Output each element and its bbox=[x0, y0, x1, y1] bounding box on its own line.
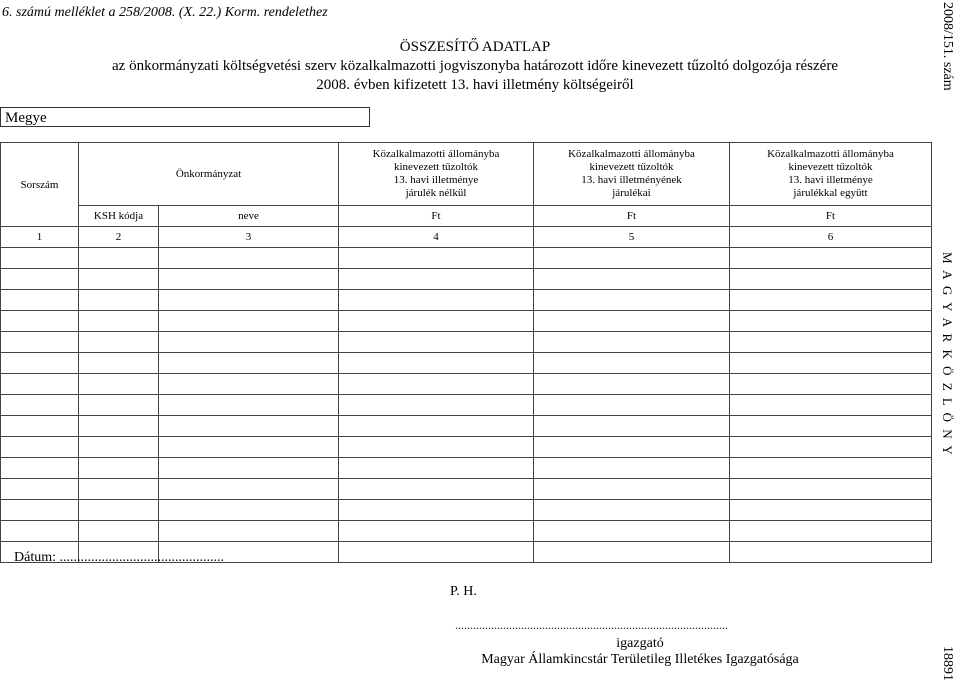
table-cell[interactable] bbox=[159, 332, 339, 353]
issue-number: 2008/151. szám bbox=[940, 2, 955, 91]
table-cell[interactable] bbox=[534, 374, 730, 395]
table-cell[interactable] bbox=[79, 458, 159, 479]
table-cell[interactable] bbox=[159, 269, 339, 290]
table-cell[interactable] bbox=[534, 269, 730, 290]
table-row bbox=[1, 500, 932, 521]
header-unit-ft: Ft bbox=[730, 206, 932, 227]
table-cell[interactable] bbox=[730, 395, 932, 416]
table-row bbox=[1, 416, 932, 437]
table-cell[interactable] bbox=[1, 374, 79, 395]
column-number: 3 bbox=[159, 227, 339, 248]
table-cell[interactable] bbox=[79, 521, 159, 542]
table-cell[interactable] bbox=[159, 500, 339, 521]
table-cell[interactable] bbox=[339, 479, 534, 500]
table-cell[interactable] bbox=[159, 479, 339, 500]
table-cell[interactable] bbox=[534, 290, 730, 311]
table-cell[interactable] bbox=[730, 374, 932, 395]
table-cell[interactable] bbox=[730, 521, 932, 542]
table-cell[interactable] bbox=[1, 395, 79, 416]
header-col-with-contrib: Közalkalmazotti állományba kinevezett tűzoltók 13. havi illetménye járulékkal együtt bbox=[730, 143, 932, 206]
table-cell[interactable] bbox=[79, 374, 159, 395]
table-cell[interactable] bbox=[339, 248, 534, 269]
table-cell[interactable] bbox=[1, 269, 79, 290]
form-subtitle-line1: az önkormányzati költségvetési szerv közalkalmazotti jogviszonyba határozott időre kinevezett tűzoltó dolgozója részére bbox=[112, 58, 838, 74]
table-row bbox=[1, 437, 932, 458]
table-cell[interactable] bbox=[159, 521, 339, 542]
table-cell[interactable] bbox=[339, 395, 534, 416]
summary-table bbox=[0, 142, 932, 563]
form-subtitle-line2: 2008. évben kifizetett 13. havi illetmény költségeiről bbox=[316, 77, 634, 93]
date-line[interactable]: Dátum: ............................................... bbox=[14, 550, 224, 565]
form-title: ÖSSZESÍTŐ ADATLAP bbox=[399, 39, 551, 55]
table-cell[interactable] bbox=[534, 521, 730, 542]
table-cell[interactable] bbox=[339, 374, 534, 395]
table-cell[interactable] bbox=[159, 290, 339, 311]
stamp-place: P. H. bbox=[450, 584, 477, 599]
header-ksh-code: KSH kódja bbox=[79, 206, 159, 227]
table-cell[interactable] bbox=[339, 353, 534, 374]
table-row bbox=[1, 332, 932, 353]
header-col-without-contrib: Közalkalmazotti állományba kinevezett tűzoltók 13. havi illetménye járulék nélkül bbox=[339, 143, 534, 206]
table-cell[interactable] bbox=[730, 458, 932, 479]
table-cell[interactable] bbox=[79, 437, 159, 458]
table-cell[interactable] bbox=[1, 248, 79, 269]
table-cell[interactable] bbox=[159, 353, 339, 374]
table-cell[interactable] bbox=[730, 269, 932, 290]
header-sorszam: Sorszám bbox=[1, 143, 79, 227]
table-cell[interactable] bbox=[730, 542, 932, 563]
table-cell[interactable] bbox=[534, 479, 730, 500]
header-unit-ft: Ft bbox=[534, 206, 730, 227]
table-cell[interactable] bbox=[159, 395, 339, 416]
table-cell[interactable] bbox=[1, 311, 79, 332]
table-cell[interactable] bbox=[534, 437, 730, 458]
table-cell[interactable] bbox=[1, 521, 79, 542]
table-cell[interactable] bbox=[534, 353, 730, 374]
table-cell[interactable] bbox=[159, 458, 339, 479]
table-row bbox=[1, 374, 932, 395]
table-row bbox=[1, 458, 932, 479]
table-cell[interactable] bbox=[159, 437, 339, 458]
table-cell[interactable] bbox=[1, 458, 79, 479]
table-row bbox=[1, 521, 932, 542]
header-unit-ft: Ft bbox=[339, 206, 534, 227]
page-number: 18891 bbox=[940, 646, 955, 681]
table-cell[interactable] bbox=[534, 332, 730, 353]
table-cell[interactable] bbox=[1, 500, 79, 521]
table-cell[interactable] bbox=[1, 290, 79, 311]
table-cell[interactable] bbox=[79, 269, 159, 290]
table-row bbox=[1, 395, 932, 416]
signature-line[interactable]: ........................................................................................... bbox=[455, 618, 728, 632]
table-cell[interactable] bbox=[534, 395, 730, 416]
institution-name: Magyar Államkincstár Területileg Illetékes Igazgatósága bbox=[481, 652, 799, 667]
header-name: neve bbox=[159, 206, 339, 227]
signatory-title: igazgató bbox=[616, 636, 664, 651]
table-cell[interactable] bbox=[730, 479, 932, 500]
table-cell[interactable] bbox=[534, 416, 730, 437]
table-cell[interactable] bbox=[79, 395, 159, 416]
table-cell[interactable] bbox=[730, 500, 932, 521]
table-cell[interactable] bbox=[79, 500, 159, 521]
header-col-contrib: Közalkalmazotti állományba kinevezett tűzoltók 13. havi illetményének járulékai bbox=[534, 143, 730, 206]
table-row bbox=[1, 479, 932, 500]
table-cell[interactable] bbox=[159, 416, 339, 437]
table-cell[interactable] bbox=[79, 248, 159, 269]
table-row bbox=[1, 311, 932, 332]
megye-field[interactable] bbox=[0, 107, 370, 127]
table-cell[interactable] bbox=[534, 500, 730, 521]
table-row bbox=[1, 290, 932, 311]
table-cell[interactable] bbox=[534, 458, 730, 479]
table-cell[interactable] bbox=[159, 374, 339, 395]
table-cell[interactable] bbox=[1, 332, 79, 353]
table-cell[interactable] bbox=[339, 290, 534, 311]
column-number: 4 bbox=[339, 227, 534, 248]
table-cell[interactable] bbox=[730, 311, 932, 332]
table-cell[interactable] bbox=[534, 542, 730, 563]
table-cell[interactable] bbox=[79, 290, 159, 311]
table-cell[interactable] bbox=[730, 416, 932, 437]
annex-reference: 6. számú melléklet a 258/2008. (X. 22.) Korm. rendelethez bbox=[2, 5, 328, 20]
table-cell[interactable] bbox=[730, 437, 932, 458]
table-cell[interactable] bbox=[730, 248, 932, 269]
table-cell[interactable] bbox=[339, 521, 534, 542]
table-cell[interactable] bbox=[339, 332, 534, 353]
table-cell[interactable] bbox=[730, 353, 932, 374]
table-cell[interactable] bbox=[339, 500, 534, 521]
table-cell[interactable] bbox=[534, 311, 730, 332]
column-number: 2 bbox=[79, 227, 159, 248]
table-cell[interactable] bbox=[1, 437, 79, 458]
table-cell[interactable] bbox=[79, 479, 159, 500]
journal-name: M A G Y A R K Ö Z L Ö N Y bbox=[940, 252, 955, 457]
header-onkormanyzat: Önkormányzat bbox=[79, 143, 339, 206]
column-number: 5 bbox=[534, 227, 730, 248]
table-cell[interactable] bbox=[1, 353, 79, 374]
table-cell[interactable] bbox=[79, 353, 159, 374]
table-row bbox=[1, 269, 932, 290]
table-cell[interactable] bbox=[339, 458, 534, 479]
table-cell[interactable] bbox=[159, 311, 339, 332]
table-row bbox=[1, 248, 932, 269]
table-cell[interactable] bbox=[730, 332, 932, 353]
table-cell[interactable] bbox=[159, 248, 339, 269]
table-cell[interactable] bbox=[339, 437, 534, 458]
table-cell[interactable] bbox=[339, 311, 534, 332]
column-number: 6 bbox=[730, 227, 932, 248]
table-row bbox=[1, 353, 932, 374]
column-number: 1 bbox=[1, 227, 79, 248]
megye-label: Megye bbox=[5, 110, 47, 126]
table-cell[interactable] bbox=[1, 479, 79, 500]
table-cell[interactable] bbox=[79, 416, 159, 437]
table-cell[interactable] bbox=[79, 332, 159, 353]
table-cell[interactable] bbox=[339, 416, 534, 437]
table-cell[interactable] bbox=[730, 290, 932, 311]
table-cell[interactable] bbox=[79, 311, 159, 332]
table-cell[interactable] bbox=[1, 416, 79, 437]
table-cell[interactable] bbox=[339, 542, 534, 563]
table-cell[interactable] bbox=[534, 248, 730, 269]
table-cell[interactable] bbox=[339, 269, 534, 290]
